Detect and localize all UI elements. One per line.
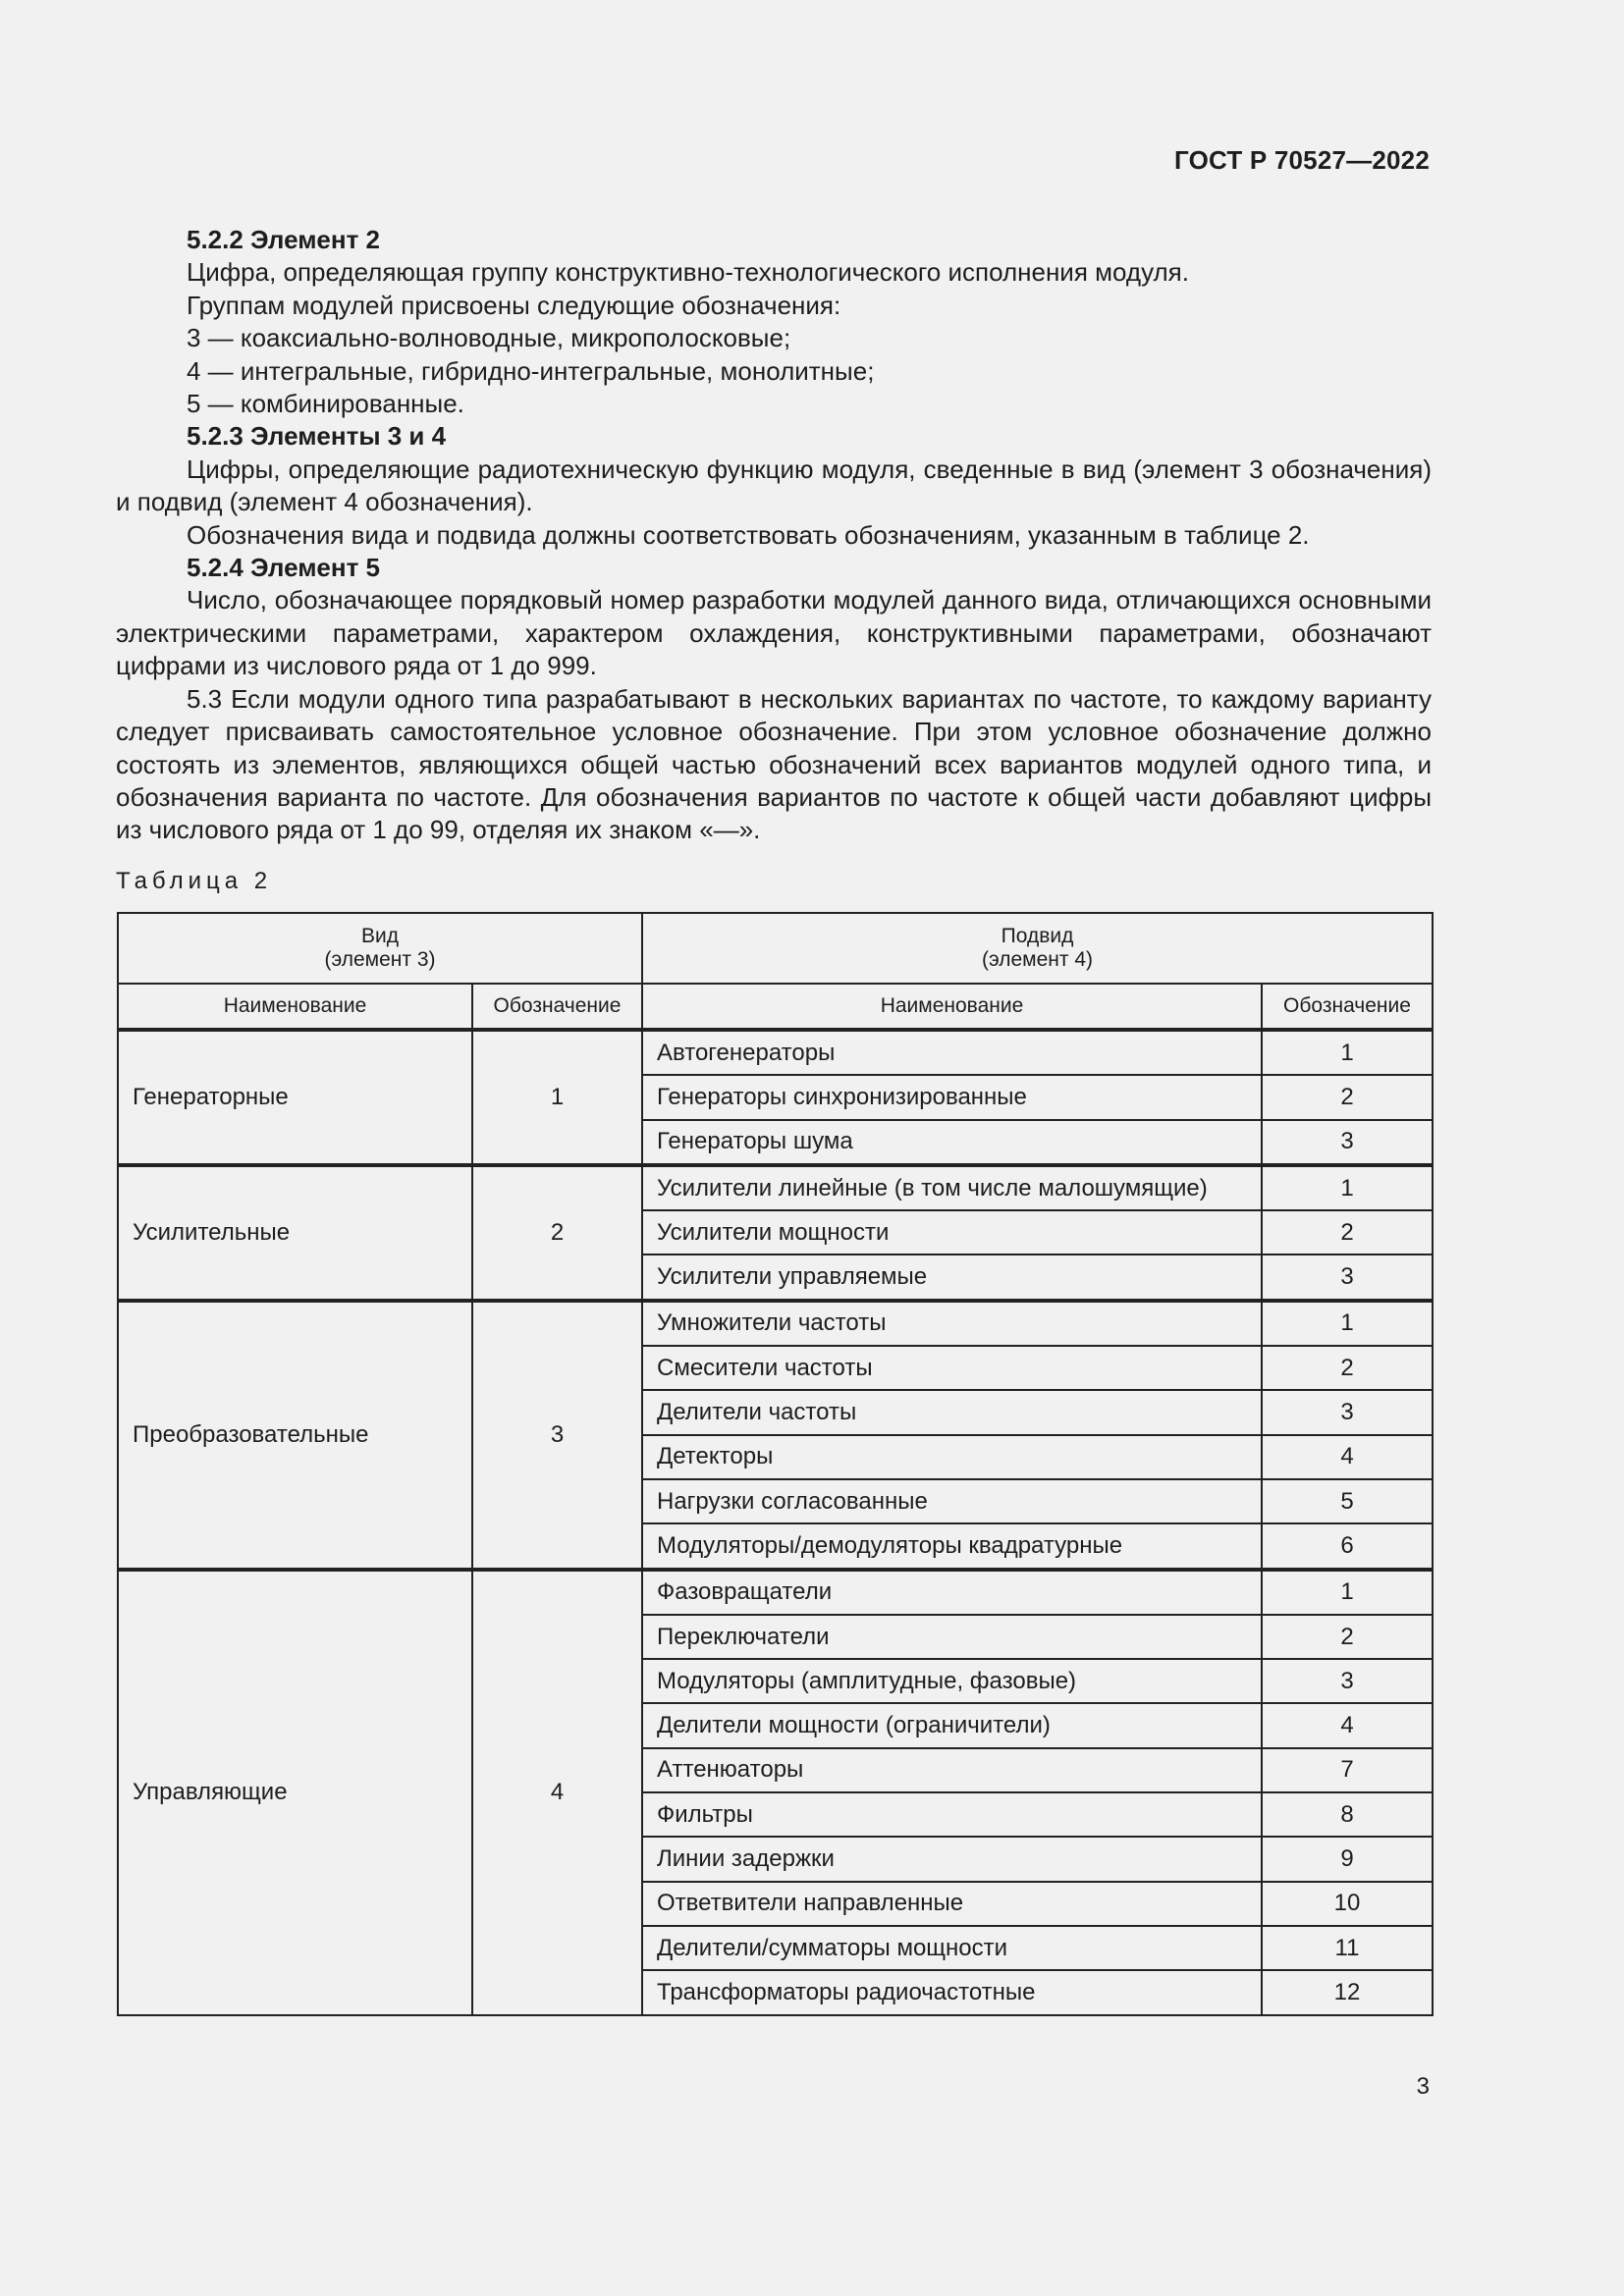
- podvid-name-cell: Детекторы: [642, 1435, 1262, 1479]
- vid-code-cell: 4: [472, 1570, 642, 2015]
- podvid-code-cell: 2: [1262, 1346, 1433, 1390]
- vid-name-cell: Преобразовательные: [118, 1301, 472, 1570]
- podvid-name-cell: Автогенераторы: [642, 1030, 1262, 1075]
- podvid-code-cell: 4: [1262, 1703, 1433, 1747]
- podvid-name-cell: Умножители частоты: [642, 1301, 1262, 1346]
- body-text: [116, 224, 1432, 847]
- podvid-code-cell: 9: [1262, 1837, 1433, 1881]
- podvid-name-cell: Аттенюаторы: [642, 1748, 1262, 1792]
- paragraph: Обозначения вида и подвида должны соответствовать обозначениям, указанным в таблице 2.: [187, 519, 1310, 550]
- vid-name-cell: Управляющие: [118, 1570, 472, 2015]
- section-heading-5-2-3: 5.2.3 Элементы 3 и 4: [187, 421, 447, 452]
- column-header-name: Наименование: [118, 984, 472, 1030]
- podvid-code-cell: 11: [1262, 1926, 1433, 1970]
- podvid-name-cell: Модуляторы/демодуляторы квадратурные: [642, 1523, 1262, 1569]
- podvid-name-cell: Трансформаторы радиочастотные: [642, 1970, 1262, 2014]
- header-vid: [118, 913, 642, 984]
- vid-name-cell: Усилительные: [118, 1165, 472, 1301]
- paragraph: Цифра, определяющая группу конструктивно-технологического исполнения модуля.: [187, 257, 1189, 288]
- podvid-code-cell: 4: [1262, 1435, 1433, 1479]
- header-vid-sub: (элемент 3): [324, 948, 436, 971]
- podvid-name-cell: Усилители управляемые: [642, 1255, 1262, 1300]
- table-row: [118, 1030, 1433, 1075]
- podvid-code-cell: 1: [1262, 1030, 1433, 1075]
- podvid-name-cell: Делители/сумматоры мощности: [642, 1926, 1262, 1970]
- header-podvid-sub: (элемент 4): [981, 948, 1094, 971]
- podvid-code-cell: 3: [1262, 1120, 1433, 1165]
- podvid-name-cell: Усилители мощности: [642, 1210, 1262, 1255]
- header-podvid-title: Подвид: [1001, 925, 1074, 947]
- list-item: 5 — комбинированные.: [187, 389, 464, 419]
- table-row: [118, 1301, 1433, 1346]
- column-header-code: Обозначение: [1262, 984, 1433, 1030]
- vid-code-cell: 1: [472, 1030, 642, 1165]
- section-heading-5-2-2: 5.2.2 Элемент 2: [187, 225, 381, 254]
- podvid-code-cell: 3: [1262, 1255, 1433, 1300]
- paragraph: Группам модулей присвоены следующие обозначения:: [187, 290, 841, 320]
- vid-code-cell: 3: [472, 1301, 642, 1570]
- podvid-name-cell: Фильтры: [642, 1792, 1262, 1837]
- table-2: [117, 912, 1434, 2016]
- podvid-name-cell: Фазовращатели: [642, 1570, 1262, 1615]
- podvid-name-cell: Делители частоты: [642, 1390, 1262, 1434]
- podvid-code-cell: 12: [1262, 1970, 1433, 2014]
- podvid-name-cell: Усилители линейные (в том числе малошумящие): [642, 1165, 1262, 1210]
- podvid-name-cell: Смесители частоты: [642, 1346, 1262, 1390]
- vid-code-cell: 2: [472, 1165, 642, 1301]
- paragraph-5-3: 5.3 Если модули одного типа разрабатывают в нескольких вариантах по частоте, то каждому варианту следует присваивать самостоятельное условное обозначение. При этом условное обозначение должно состоять из элементов, являющихся общей частью обозначений всех вариантов модулей одного типа, и обозначения варианта по частоте. Для обозначения вариантов по частоте к общей части добавляют цифры из числового ряда от 1 до 99, отделяя их знаком «—».: [116, 683, 1432, 845]
- standard-designation: ГОСТ Р 70527—2022: [1174, 145, 1430, 175]
- podvid-code-cell: 8: [1262, 1792, 1433, 1837]
- podvid-code-cell: 2: [1262, 1615, 1433, 1659]
- podvid-code-cell: 1: [1262, 1570, 1433, 1615]
- header-vid-title: Вид: [361, 925, 399, 947]
- podvid-name-cell: Ответвители направленные: [642, 1882, 1262, 1926]
- podvid-code-cell: 7: [1262, 1748, 1433, 1792]
- header-podvid: [642, 913, 1433, 984]
- paragraph: Число, обозначающее порядковый номер разработки модулей данного вида, отличающихся основными электрическими параметрами, характером охлаждения, конструктивными параметрами, обозначают цифрами из числового ряда от 1 до 999.: [116, 585, 1432, 681]
- podvid-name-cell: Генераторы синхронизированные: [642, 1075, 1262, 1119]
- podvid-code-cell: 5: [1262, 1479, 1433, 1523]
- podvid-code-cell: 3: [1262, 1390, 1433, 1434]
- podvid-code-cell: 3: [1262, 1659, 1433, 1703]
- podvid-code-cell: 10: [1262, 1882, 1433, 1926]
- table-row: [118, 1570, 1433, 1615]
- podvid-code-cell: 1: [1262, 1165, 1433, 1210]
- podvid-name-cell: Линии задержки: [642, 1837, 1262, 1881]
- podvid-code-cell: 2: [1262, 1075, 1433, 1119]
- podvid-code-cell: 1: [1262, 1301, 1433, 1346]
- podvid-name-cell: Генераторы шума: [642, 1120, 1262, 1165]
- list-item: 3 — коаксиально-волноводные, микрополосковые;: [187, 323, 791, 353]
- table-row: [118, 1165, 1433, 1210]
- vid-name-cell: Генераторные: [118, 1030, 472, 1165]
- table-caption: Таблица 2: [116, 868, 273, 894]
- podvid-code-cell: 6: [1262, 1523, 1433, 1569]
- podvid-name-cell: Делители мощности (ограничители): [642, 1703, 1262, 1747]
- podvid-code-cell: 2: [1262, 1210, 1433, 1255]
- table-body: [118, 1030, 1433, 2015]
- list-item: 4 — интегральные, гибридно-интегральные, монолитные;: [187, 355, 875, 386]
- paragraph: Цифры, определяющие радиотехническую функцию модуля, сведенные в вид (элемент 3 обозначения) и подвид (элемент 4 обозначения).: [116, 454, 1432, 517]
- page-number: 3: [1416, 2073, 1430, 2100]
- podvid-name-cell: Нагрузки согласованные: [642, 1479, 1262, 1523]
- podvid-name-cell: Модуляторы (амплитудные, фазовые): [642, 1659, 1262, 1703]
- column-header-code: Обозначение: [472, 984, 642, 1030]
- podvid-name-cell: Переключатели: [642, 1615, 1262, 1659]
- section-heading-5-2-4: 5.2.4 Элемент 5: [187, 553, 381, 583]
- column-header-name: Наименование: [642, 984, 1262, 1030]
